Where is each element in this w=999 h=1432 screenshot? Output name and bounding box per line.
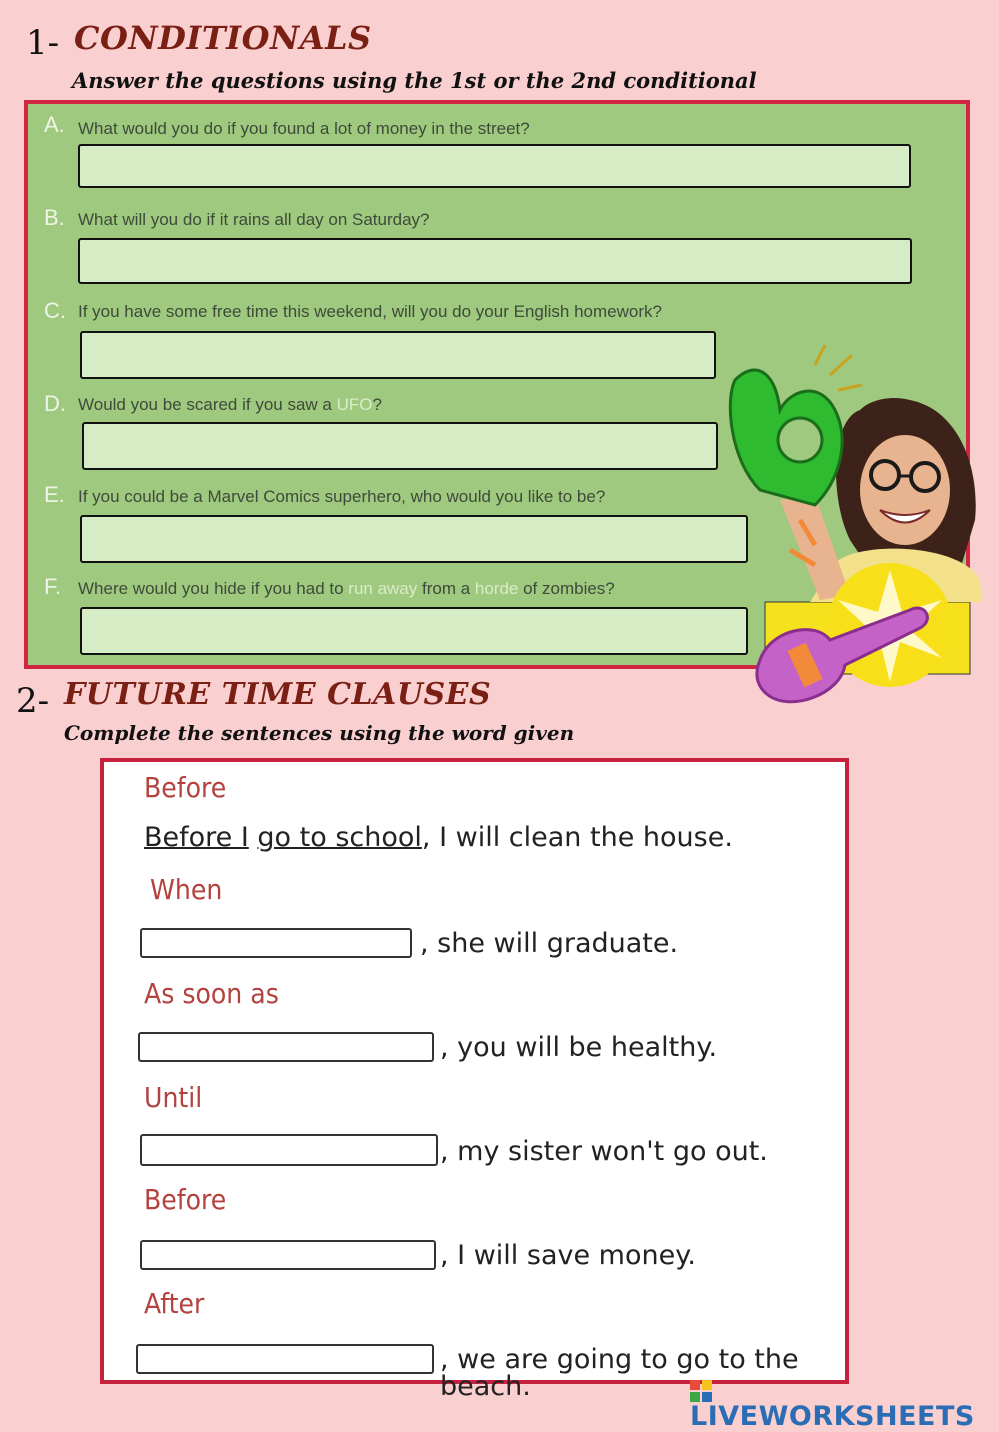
example-rest: , I will clean the house. xyxy=(421,822,733,853)
highlight-word: horde xyxy=(474,579,519,598)
answer-input-b[interactable] xyxy=(78,238,912,284)
answer-input-c[interactable] xyxy=(80,331,716,379)
answer-input-d[interactable] xyxy=(82,422,718,470)
highlight-word: UFO xyxy=(336,395,373,414)
question-text-part: Would you be scared if you saw a xyxy=(78,395,337,414)
sentence-rest: , you will be healthy. xyxy=(440,1032,718,1063)
question-letter: F. xyxy=(44,574,62,599)
question-letter: D. xyxy=(44,391,66,416)
question-text-part: Where would you hide if you had to xyxy=(78,579,349,598)
question-text: What would you do if you found a lot of money in the street? xyxy=(78,119,530,138)
example-underlined: go to school xyxy=(257,822,422,853)
section-2-number: 2- xyxy=(16,681,50,721)
blank-input-2[interactable] xyxy=(138,1032,434,1062)
question-text: What will you do if it rains all day on Saturday? xyxy=(78,210,430,229)
question-text-part: from a xyxy=(417,579,475,598)
question-text xyxy=(78,580,615,597)
question-letter: B. xyxy=(44,205,65,230)
mascot-illustration xyxy=(720,340,990,720)
section-1-title: CONDITIONALS xyxy=(74,19,372,57)
question-text-part: ? xyxy=(372,395,382,414)
question-text xyxy=(78,396,382,413)
blank-input-4[interactable] xyxy=(140,1240,436,1270)
cue-word: Before xyxy=(144,1183,227,1216)
example-underlined: Before I xyxy=(144,822,249,853)
answer-input-e[interactable] xyxy=(80,515,748,563)
blank-input-3[interactable] xyxy=(140,1134,438,1166)
sentence-rest: , I will save money. xyxy=(440,1240,696,1271)
sentence-rest: , we are going to go to the beach. xyxy=(440,1344,799,1402)
cue-word: Until xyxy=(144,1081,203,1114)
section-2-instructions: Complete the sentences using the word given xyxy=(64,721,575,745)
question-text: If you could be a Marvel Comics superhero, who would you like to be? xyxy=(78,487,606,506)
question-text: If you have some free time this weekend, will you do your English homework? xyxy=(78,302,662,321)
cue-word: As soon as xyxy=(144,977,279,1010)
question-text-part: of zombies? xyxy=(518,579,615,598)
logo-text: LIVEWORKSHEETS xyxy=(690,1401,975,1432)
blank-input-1[interactable] xyxy=(140,928,412,958)
cue-word: After xyxy=(144,1287,205,1320)
time-clauses-panel xyxy=(100,758,849,1402)
sentence-rest: , she will graduate. xyxy=(420,928,679,959)
sentence-rest: , my sister won't go out. xyxy=(440,1136,768,1167)
section-1-instructions: Answer the questions using the 1st or the 2nd conditional xyxy=(72,68,757,93)
example-sentence xyxy=(144,824,733,851)
blank-input-5[interactable] xyxy=(136,1344,434,1374)
answer-input-f[interactable] xyxy=(80,607,748,655)
question-letter: C. xyxy=(44,298,66,323)
liveworksheets-logo xyxy=(690,1376,999,1430)
section-2-title: FUTURE TIME CLAUSES xyxy=(64,677,492,712)
section-1-number: 1- xyxy=(26,23,60,63)
cue-word: Before xyxy=(144,771,227,804)
cube-icon xyxy=(690,1380,712,1402)
cue-word: When xyxy=(150,873,223,906)
highlight-word: run away xyxy=(348,579,418,598)
question-letter: E. xyxy=(44,482,65,507)
answer-input-a[interactable] xyxy=(78,144,911,188)
question-letter: A. xyxy=(44,112,65,137)
